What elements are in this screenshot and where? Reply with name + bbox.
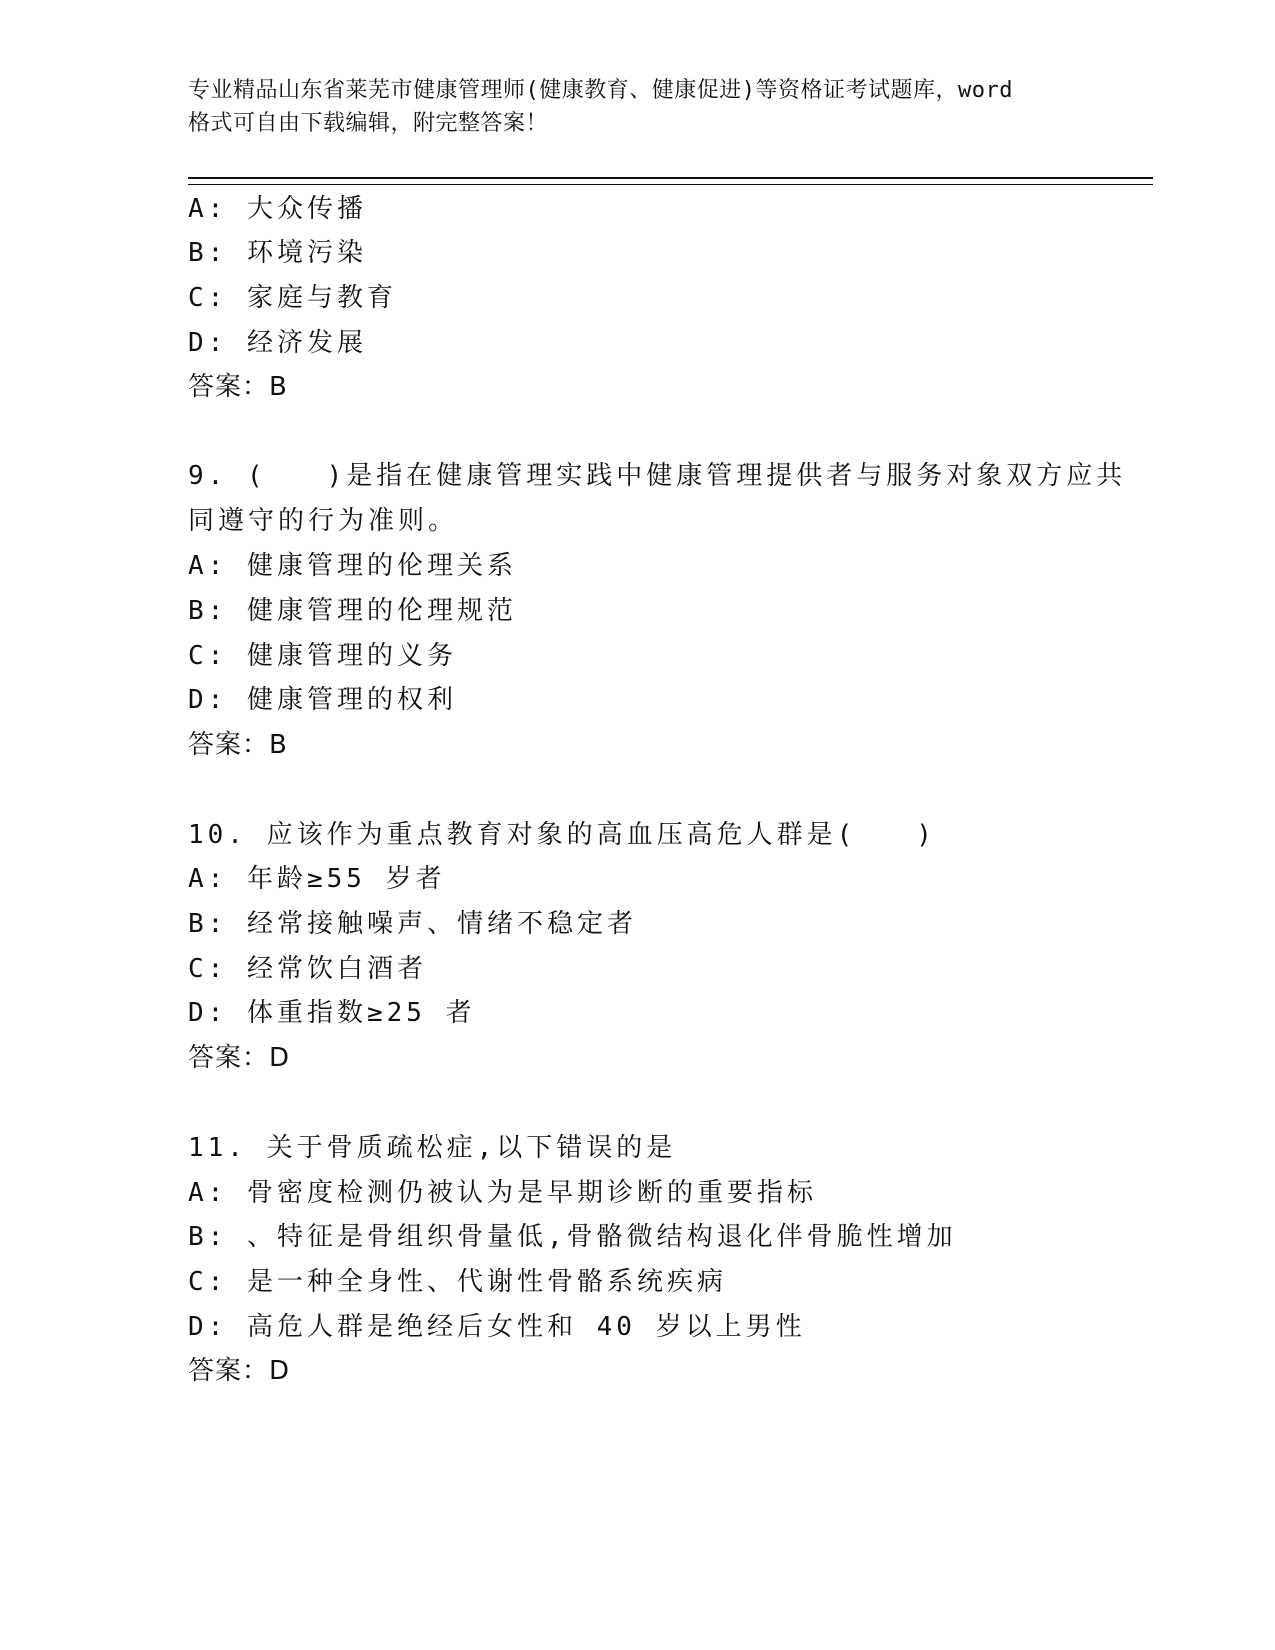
q10-option-a: A: 年龄≥55 岁者: [188, 864, 446, 894]
q8-option-d: D: 经济发展: [188, 328, 367, 358]
q9-answer: 答案：B: [188, 730, 288, 760]
q8-answer: 答案：B: [188, 372, 288, 402]
header-line-1: 专业精品山东省莱芜市健康管理师(健康教育、健康促进)等资格证考试题库，word: [188, 78, 1013, 103]
q10-option-b: B: 经常接触噪声、情绪不稳定者: [188, 909, 637, 939]
q9-stem-line-1: 9. ( )是指在健康管理实践中健康管理提供者与服务对象双方应共: [188, 461, 1127, 491]
q11-answer: 答案：D: [188, 1356, 291, 1386]
header-divider-thick: [188, 177, 1153, 179]
header-divider-thin: [188, 184, 1153, 185]
q11-option-b: B: 、特征是骨组织骨量低,骨骼微结构退化伴骨脆性增加: [188, 1222, 957, 1252]
q10-option-d: D: 体重指数≥25 者: [188, 998, 476, 1028]
q11-option-c: C: 是一种全身性、代谢性骨骼系统疾病: [188, 1267, 727, 1297]
q9-option-a: A: 健康管理的伦理关系: [188, 551, 517, 581]
q11-option-a: A: 骨密度检测仍被认为是早期诊断的重要指标: [188, 1178, 817, 1208]
q11-option-d: D: 高危人群是绝经后女性和 40 岁以上男性: [188, 1312, 806, 1342]
q10-answer: 答案：D: [188, 1043, 291, 1073]
q10-option-c: C: 经常饮白酒者: [188, 954, 427, 984]
header-line-2: 格式可自由下载编辑，附完整答案！: [188, 111, 549, 136]
q10-stem-line-1: 10. 应该作为重点教育对象的高血压高危人群是( ): [188, 820, 936, 850]
q8-option-b: B: 环境污染: [188, 238, 367, 268]
document-header: [188, 74, 1088, 140]
q9-option-c: C: 健康管理的义务: [188, 641, 457, 671]
q9-stem-line-2: 同遵守的行为准则。: [188, 506, 459, 536]
q8-option-a: A: 大众传播: [188, 194, 367, 224]
q9-option-d: D: 健康管理的权利: [188, 685, 457, 715]
q11-stem-line-1: 11. 关于骨质疏松症,以下错误的是: [188, 1133, 677, 1163]
q9-option-b: B: 健康管理的伦理规范: [188, 596, 517, 626]
q8-option-c: C: 家庭与教育: [188, 283, 397, 313]
